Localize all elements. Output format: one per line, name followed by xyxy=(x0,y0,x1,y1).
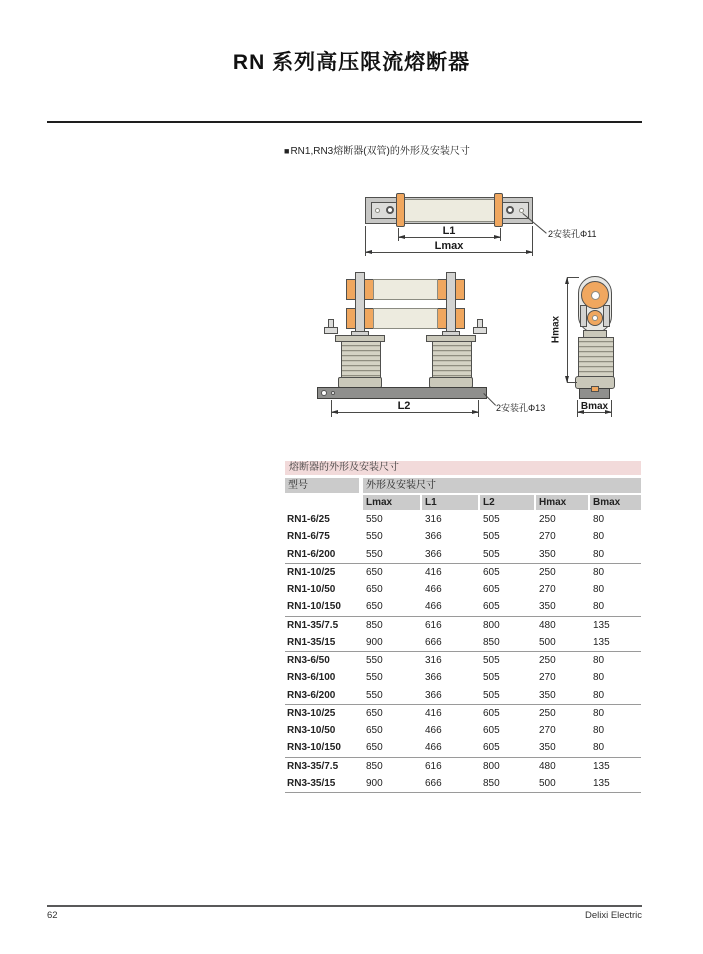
model-cell: RN3-10/25 xyxy=(287,707,336,719)
value-cell: 650 xyxy=(366,601,383,613)
value-cell: 250 xyxy=(539,707,556,719)
value-cell: 250 xyxy=(539,655,556,666)
value-cell: 135 xyxy=(593,760,610,772)
value-cell: 800 xyxy=(483,619,500,631)
table-row xyxy=(285,563,641,581)
leader-line xyxy=(483,393,496,406)
arrow-icon xyxy=(398,235,405,239)
value-cell: 505 xyxy=(483,672,500,684)
dimensions-table xyxy=(285,461,641,793)
value-cell: 350 xyxy=(539,742,556,754)
model-cell: RN3-6/50 xyxy=(287,655,330,666)
value-cell: 270 xyxy=(539,672,556,684)
value-cell: 466 xyxy=(425,584,442,595)
model-cell: RN1-6/200 xyxy=(287,548,336,560)
value-cell: 250 xyxy=(539,514,556,525)
value-cell: 480 xyxy=(539,619,556,631)
value-cell: 80 xyxy=(593,725,605,736)
col-header-dim: Lmax xyxy=(363,495,422,510)
value-cell: 316 xyxy=(425,655,442,666)
value-cell: 80 xyxy=(593,566,605,578)
value-cell: 850 xyxy=(483,636,500,648)
dim-line-l1 xyxy=(398,237,501,238)
value-cell: 350 xyxy=(539,601,556,613)
model-cell: RN3-10/50 xyxy=(287,725,336,736)
value-cell: 900 xyxy=(366,777,383,789)
left-hanger-strap xyxy=(355,272,365,334)
table-row xyxy=(285,775,641,792)
value-cell: 80 xyxy=(593,584,605,595)
value-cell: 135 xyxy=(593,619,610,631)
value-cell: 850 xyxy=(483,777,500,789)
base-channel xyxy=(317,387,487,399)
table-header-row-2 xyxy=(285,495,641,510)
col-header-dim: L2 xyxy=(480,495,536,510)
value-cell: 550 xyxy=(366,672,383,684)
right-insulator-body xyxy=(432,341,472,381)
hole-note-phi13: 2安装孔Φ13 xyxy=(496,403,546,413)
value-cell: 350 xyxy=(539,689,556,701)
dim-label-bmax: Bmax xyxy=(580,401,609,412)
dim-label-l2: L2 xyxy=(397,400,411,412)
value-cell: 80 xyxy=(593,742,605,754)
value-cell: 850 xyxy=(366,619,383,631)
value-cell: 466 xyxy=(425,725,442,736)
clip-side xyxy=(580,305,587,327)
value-cell: 366 xyxy=(425,672,442,684)
value-cell: 366 xyxy=(425,548,442,560)
arrow-icon xyxy=(565,376,569,383)
col-header-dim: Bmax xyxy=(590,495,641,510)
value-cell: 480 xyxy=(539,760,556,772)
col-header-model: 型号 xyxy=(285,478,363,493)
model-cell: RN1-10/150 xyxy=(287,601,341,613)
arrow-icon xyxy=(494,235,501,239)
model-cell: RN3-35/15 xyxy=(287,777,336,789)
col-header-group: 外形及安装尺寸 xyxy=(363,478,641,493)
value-cell: 466 xyxy=(425,601,442,613)
page-title: RN 系列高压限流熔断器 xyxy=(232,51,471,74)
value-cell: 650 xyxy=(366,707,383,719)
arrow-icon xyxy=(565,277,569,284)
value-cell: 550 xyxy=(366,655,383,666)
model-cell: RN1-6/75 xyxy=(287,531,330,543)
value-cell: 605 xyxy=(483,601,500,613)
base-hole xyxy=(321,390,327,396)
table-row xyxy=(285,739,641,756)
value-cell: 550 xyxy=(366,548,383,560)
value-cell: 416 xyxy=(425,566,442,578)
mounting-hole xyxy=(375,208,380,213)
model-cell: RN1-10/25 xyxy=(287,566,336,578)
brand-name: Delixi Electric xyxy=(584,910,642,921)
value-cell: 80 xyxy=(593,707,605,719)
value-cell: 505 xyxy=(483,655,500,666)
base-hole xyxy=(331,391,335,395)
page-number: 62 xyxy=(47,910,58,921)
model-cell: RN1-35/7.5 xyxy=(287,619,339,631)
value-cell: 800 xyxy=(483,760,500,772)
table-row xyxy=(285,722,641,739)
value-cell: 135 xyxy=(593,777,610,789)
dim-label-lmax: Lmax xyxy=(434,240,464,252)
section-heading-label: RN1,RN3熔断器(双管)的外形及安装尺寸 xyxy=(290,146,470,157)
section-heading xyxy=(284,142,470,157)
model-cell: RN1-10/50 xyxy=(287,584,336,595)
dim-line-l2 xyxy=(331,412,479,413)
value-cell: 900 xyxy=(366,636,383,648)
base-fitting xyxy=(591,386,599,392)
table-row xyxy=(285,511,641,528)
cap-center-hole xyxy=(592,315,598,321)
value-cell: 605 xyxy=(483,725,500,736)
value-cell: 80 xyxy=(593,689,605,701)
value-cell: 650 xyxy=(366,584,383,595)
table-row xyxy=(285,581,641,598)
arrow-icon xyxy=(365,250,372,254)
value-cell: 850 xyxy=(366,760,383,772)
value-cell: 650 xyxy=(366,725,383,736)
right-hanger-strap xyxy=(446,272,456,334)
extension-line xyxy=(567,277,579,278)
value-cell: 605 xyxy=(483,742,500,754)
value-cell: 416 xyxy=(425,707,442,719)
value-cell: 616 xyxy=(425,619,442,631)
table-row xyxy=(285,757,641,775)
cap-center-hole xyxy=(591,291,600,300)
table-row xyxy=(285,704,641,722)
value-cell: 80 xyxy=(593,601,605,613)
value-cell: 650 xyxy=(366,566,383,578)
table-row xyxy=(285,687,641,704)
left-fuse-cap xyxy=(396,193,405,227)
value-cell: 505 xyxy=(483,514,500,525)
value-cell: 505 xyxy=(483,548,500,560)
value-cell: 616 xyxy=(425,760,442,772)
extension-line xyxy=(567,382,577,383)
value-cell: 605 xyxy=(483,566,500,578)
table-row xyxy=(285,651,641,669)
value-cell: 550 xyxy=(366,514,383,525)
value-cell: 270 xyxy=(539,584,556,595)
value-cell: 250 xyxy=(539,566,556,578)
value-cell: 80 xyxy=(593,531,605,543)
table-row xyxy=(285,598,641,615)
model-cell: RN1-35/15 xyxy=(287,636,336,648)
col-header-dim: L1 xyxy=(422,495,480,510)
extension-line xyxy=(331,400,332,417)
value-cell: 505 xyxy=(483,689,500,701)
value-cell: 80 xyxy=(593,655,605,666)
bullet-square-icon: ■ xyxy=(284,146,290,156)
value-cell: 270 xyxy=(539,531,556,543)
model-cell: RN3-10/150 xyxy=(287,742,341,754)
value-cell: 666 xyxy=(425,777,442,789)
mounting-hole xyxy=(386,206,394,214)
table-rows xyxy=(285,511,641,793)
table-row xyxy=(285,634,641,651)
insulator-body-side xyxy=(578,337,614,380)
table-row xyxy=(285,669,641,686)
model-cell: RN3-6/100 xyxy=(287,672,336,684)
value-cell: 650 xyxy=(366,742,383,754)
extension-line xyxy=(478,400,479,417)
model-cell: RN3-6/200 xyxy=(287,689,336,701)
dim-label-l1: L1 xyxy=(442,225,456,237)
left-bolt-flange xyxy=(324,327,338,334)
value-cell: 500 xyxy=(539,777,556,789)
clip-side xyxy=(603,305,610,327)
value-cell: 80 xyxy=(593,514,605,525)
fuse-tube xyxy=(402,199,498,222)
value-cell: 500 xyxy=(539,636,556,648)
arrow-icon xyxy=(331,410,338,414)
lower-fuse-tube xyxy=(373,308,438,329)
value-cell: 366 xyxy=(425,689,442,701)
value-cell: 135 xyxy=(593,636,610,648)
value-cell: 270 xyxy=(539,725,556,736)
left-insulator-body xyxy=(341,341,381,381)
model-cell: RN1-6/25 xyxy=(287,514,330,525)
dim-label-hmax: Hmax xyxy=(550,315,562,344)
arrow-icon xyxy=(472,410,479,414)
mounting-hole xyxy=(506,206,514,214)
table-row xyxy=(285,616,641,634)
value-cell: 350 xyxy=(539,548,556,560)
model-cell: RN3-35/7.5 xyxy=(287,760,339,772)
value-cell: 466 xyxy=(425,742,442,754)
value-cell: 316 xyxy=(425,514,442,525)
table-row xyxy=(285,546,641,563)
footer-divider xyxy=(47,905,642,907)
value-cell: 605 xyxy=(483,707,500,719)
value-cell: 80 xyxy=(593,672,605,684)
col-header-dim: Hmax xyxy=(536,495,590,510)
hole-note-phi11: 2安装孔Φ11 xyxy=(548,229,597,239)
value-cell: 505 xyxy=(483,531,500,543)
right-fuse-cap xyxy=(494,193,503,227)
dim-line-lmax xyxy=(365,252,533,253)
table-row xyxy=(285,528,641,545)
col-header-spacer xyxy=(285,495,363,510)
arrow-icon xyxy=(526,250,533,254)
value-cell: 605 xyxy=(483,584,500,595)
value-cell: 80 xyxy=(593,548,605,560)
table-title-bar: 熔断器的外形及安装尺寸 xyxy=(285,461,641,475)
upper-fuse-tube xyxy=(373,279,438,300)
value-cell: 550 xyxy=(366,531,383,543)
right-bolt-flange xyxy=(473,327,487,334)
dim-line-hmax xyxy=(567,277,568,383)
value-cell: 666 xyxy=(425,636,442,648)
table-header-row-1 xyxy=(285,478,641,493)
header-divider xyxy=(47,121,642,123)
value-cell: 366 xyxy=(425,531,442,543)
value-cell: 550 xyxy=(366,689,383,701)
